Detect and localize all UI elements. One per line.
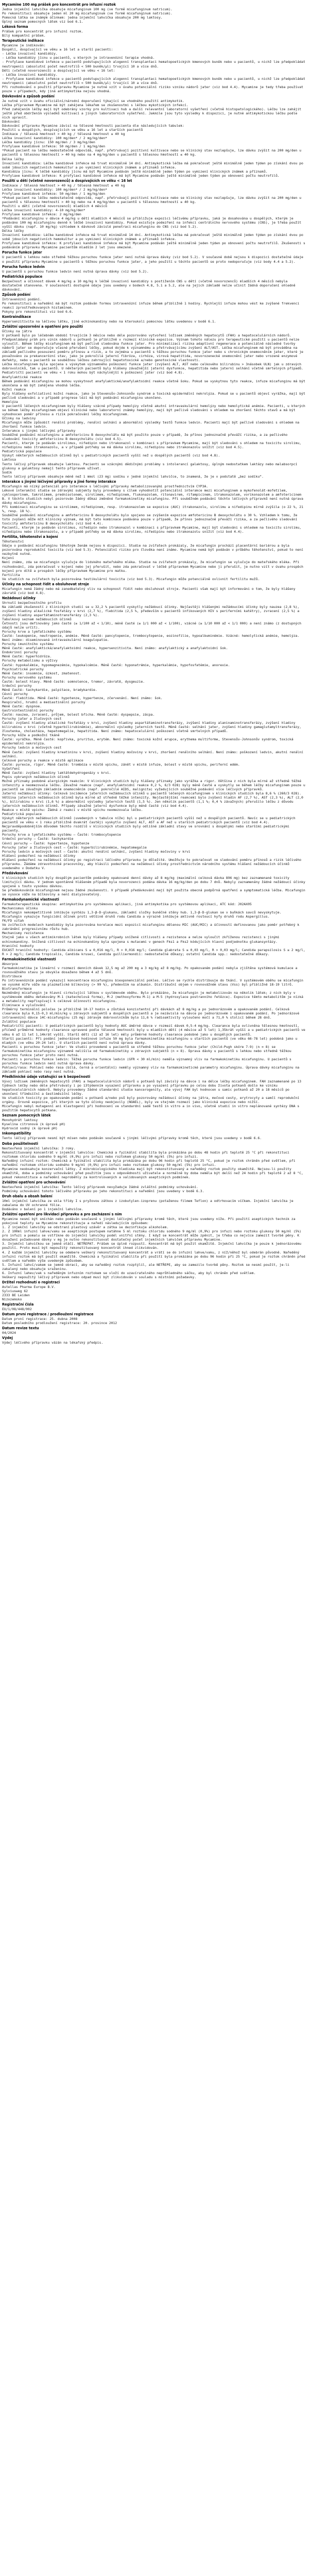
section-paragraph: 2333 BE Leiden [2, 1293, 30, 1297]
section-paragraph: Údaje o podávání micafunginu těhotným ženám nejsou k dispozici. Studie na zvířatech prokázaly, že micafungin prochází placentární bariérou a byla pozorována reprodukční toxicita (viz bod 5.3). Potenciální riziko pro člověka není známo. Mycamine nemá být podáván v průběhu těhotenství, pokud to není nezbytně nutné. [2, 544, 305, 556]
section-paragraph: Těhotenství [2, 539, 24, 544]
section-paragraph: 10ml injekční lahvička ze skla třídy I s pryžovou zátkou z izobutylen-izoprenu (potaženou filmem Teflon) a odtrhovacím víčkem. Injekční lahvička je zabalena do UV ochranné fólie. [2, 1199, 296, 1208]
section-paragraph: Použití u dospělých, dospívajících ve věku ≥ 16 let a starších pacientů [2, 128, 143, 132]
section-paragraph: Pediatrická populace [2, 812, 42, 817]
section-paragraph: U pacientů s lehkou nebo středně těžkou poruchou funkce jater není nutná úprava dávky (viz bod 5.2). V současné době nejsou k dispozici dostatečné údaje o použití přípravku Mycamine u pacientů s těžkou poruchou funkce jater, a jeho použití u těchto pacientů se proto nedoporučuje (viz body 4.4 a 5.2). [2, 255, 305, 264]
document-section [2, 25, 307, 38]
section-paragraph: Psychiatrické poruchy [2, 667, 44, 671]
section-paragraph: Při kombinaci micafunginu se sirolimem, nifedipinem, resp. itrakonazolem se expozice (AUC) itrakonazolu, sirolimu a nifedipinu mírně zvýšila (o 22 %, 21 %, resp. 18 %). [2, 504, 305, 513]
section-paragraph: Podmínky uchovávání tohoto léčivého přípravku po jeho rekonstituci a naředění jsou uvedeny v bodě 6.3. [2, 1189, 204, 1193]
section-heading: Kontraindikace [2, 314, 31, 319]
section-paragraph: Profylaxe kandidové infekce: K profylaxi kandidové infekce má být Mycamine podáván ještě minimálně jeden týden po obnovení počtu neutrofilů. Zkušenosti s podáváním přípravku Mycamine pacientům mladším 2 let jsou omezené. [2, 241, 307, 250]
section-heading: Inkompatibility [2, 1131, 31, 1136]
section-paragraph: Neotevřená injekční lahvička: 3 roky. [2, 1146, 76, 1150]
section-paragraph: Časté: hypokalémie, hypomagnezémie, hypokalcémie. Méně časté: hyponatrémie, hyperkalémie, hypofosfatémie, anorexie. [2, 663, 230, 667]
section-paragraph: Absorpce [2, 961, 18, 966]
section-paragraph: Mycamine je indikován: [2, 43, 46, 48]
section-paragraph: Po rekonstituci a naředění má být roztok podáván formou intravenózní infuze během přibližně 1 hodiny. Rychlejší infuze mohou vést ke zvýšené frekvenci reakcí zprostředkovaných histaminem. [2, 301, 301, 310]
section-paragraph: Jaterní nežádoucí účinky: Celková incidence jaterních nežádoucích účinků u pacientů léčených micafunginem v klinických studiích byla 8,6 % (260/3 028). Většina jaterních nežádoucích účinků byla mírné až středně těžké intenzity. Nejčastějšími reakcemi bylo zvýšení hladin AF (2,7 %), AST (2,3 %), ALT (2,0 %), bilirubinu v krvi (1,6 %) a abnormální výsledky jaterních testů (1,5 %). Jen několik pacientů (1,1 %; 0,4 % závažných) přerušilo léčbu z důvodu jaterních nežádoucích účinků. Případy závažné jaterní dysfunkce byly méně časté (viz bod 4.4). [2, 791, 305, 808]
document-section [2, 315, 307, 324]
section-paragraph: Profylaxe kandidové infekce: 50 mg/den / 1 mg/kg/den [2, 144, 106, 149]
section-paragraph: Dodáváno v balení po 1 injekční lahvičce. [2, 1207, 83, 1212]
document-section [2, 293, 307, 314]
section-paragraph: Hemolýza [2, 399, 18, 404]
section-paragraph: - Profylaxe kandidové infekce u pacientů podstupujících alogenní transplantaci hematopoetických kmenových buněk nebo u pacientů, u nichž lze předpokládat neutropenii (absolutní počet neutrofilů < 500 buněk/µl) trvající 10 a více dnů. [2, 76, 307, 85]
section-paragraph: Gastrointestinální poruchy [2, 708, 54, 713]
document-section [2, 871, 307, 896]
section-paragraph: Tento léčivý přípravek nesmí být mísen nebo podáván současně s jinými léčivými přípravky kromě těch, které jsou uvedeny v bodě 6.6. [2, 1136, 262, 1141]
section-heading: Dávkování a způsob podání [2, 94, 55, 98]
section-paragraph: Pediatričtí pacienti: U pediatrických pacientů byly hodnoty AUC úměrné dávce v rozmezí dávek 0,5-4 mg/kg. Clearance byla ovlivněna tělesnou hmotností, přičemž průměrné hodnoty clearance upravené podle tělesné hmotnosti byly u mladších dětí (4 měsíce až 5 let) 1,35krát vyšší a u pediatrických pacientů ve věku 6 až 11 let 1,14krát vyšší. Starší děti (12 až 16 let) měly průměrné hodnoty clearance podobné jako u dospělých pacientů. [2, 1024, 307, 1037]
section-paragraph: FK/FD vztah [2, 919, 24, 923]
document-section [2, 1302, 307, 1311]
section-paragraph: Farmakokinetika je lineární v rozmezí denních dávek 12,5 mg až 200 mg a 3 mg/kg až 8 mg/kg. Po opakovaném podání nebyla zjištěna systémová kumulace a rovnovážného stavu je obvykle dosaženo během 4 až 5 dnů. [2, 965, 300, 974]
document-section [2, 596, 307, 870]
document-section [2, 275, 307, 292]
section-paragraph: Pomocná látka se známým účinkem: jedna injekční lahvička obsahuje 200 mg laktosy. [2, 15, 163, 20]
section-paragraph: Laktosa [2, 457, 16, 462]
section-paragraph: Ve studiích na zvířatech byla pozorována testikulární toxicita (viz bod 5.3). Micafungin může potenciálně ovlivnit fertilitu mužů. [2, 577, 260, 581]
section-paragraph: Micafungin nemá žádný nebo má zanedbatelný vliv na schopnost řídit nebo obsluhovat stroje. Pacienti však mají být informováni o tom, že byly hlášeny závratě (viz bod 4.8). [2, 586, 298, 595]
section-paragraph: Pacienti s poruchou funkce jater: Ve studii provedené u pacientů se středně těžkou poruchou funkce jater (Child-Pugh skóre 7-9) (n = 8) se farmakokinetika micafunginu významně nelišila od farmakokinetiky u zdravých subjektů (n = 8). Úprava dávky u pacientů s lehkou nebo středně těžkou poruchou funkce jater proto není nutná. [2, 1044, 294, 1057]
section-paragraph: Invazivní kandidóza: Léčba kandidové infekce má trvat minimálně 14 dní. Antimykotická léčba má pokračovat ještě minimálně jeden týden po získání dvou po sobě jdoucích negativních hemokultur a po vymizení klinických známek a příznaků infekce. [2, 161, 305, 170]
section-paragraph: Mechanismus účinku [2, 906, 38, 911]
section-heading: Léková forma [2, 25, 28, 29]
section-paragraph: Datum první registrace: 25. dubna 2008 [2, 1317, 78, 1321]
section-paragraph: U potkanů bylo po léčebném období trvajícím 3 měsíce nebo déle pozorováno vytvoření ložisek změněných hepatocytů (FAH) a hepatocelulárních nádorů. Předpokládaný práh pro vznik nádorů u potkanů je přibližně v rozmezí klinické expozice. Význam tohoto nálezu pro terapeutické použití u pacientů nelze vyloučit. Během léčby micafunginem má být pečlivě sledována funkce jater. Pro minimalizaci rizika adaptivní regenerace a potenciálně následné tvorby nádorů jater se doporučuje včasné přerušení léčby, pokud dojde k významnému a přetrvávajícímu zvýšení ALT/AST. Léčba micafunginem má být prováděna na základě pečlivého posouzení poměru přínosu a rizik, a to zejména u pacientů s těžkou poruchou funkce jater nebo s chronickým onemocněním jater, které je považováno za prekancerózní stav, jako je pokročilá jaterní fibróza, cirhóza, virová hepatitida, novorozenecké onemocnění jater nebo vrozené enzymové defekty, nebo u pacientů se souběžnou léčbou zahrnující hepatotoxické a/nebo genotoxické vlastnosti. [2, 333, 305, 363]
section-paragraph: Interakce s jinými léčivými přípravky [2, 429, 76, 433]
section-paragraph: Hypersenzitivita na léčivou látku, jiné echinokandiny nebo na kteroukoli pomocnou látku uvedenou v bodě 6.1. [2, 319, 216, 324]
section-paragraph: Méně časté: tachykardie, palpitace, bradykardie. [2, 687, 97, 692]
section-paragraph: *Pokud pacient na léčbu nedostatečně odpovídá, např. přetrvávají pozitivní kultivace nebo se klinický stav nezlepšuje, lze dávku zvýšit na 200 mg/den u pacientů s tělesnou hmotností > 40 kg nebo na 4 mg/kg/den u pacientů s tělesnou hmotností ≤ 40 kg. [2, 148, 303, 157]
section-paragraph: Datum posledního prodloužení registrace: 20. prosince 2012 [2, 1321, 117, 1326]
section-paragraph: Lékové interakční studie se zdravými subjekty byly provedeny s cílem vyhodnotit potenciální interakce mezi micafunginem a mykofenolát-mofetilem, cyklosporinem, takrolimem, prednisolonem, sirolimem, nifedipinem, flukonazolem, ritonavirem, rifampicinem, itrakonazolem, vorikonazolem a amfotericinem B. V těchto studiích nebyl pozorován žádný důkaz změněné farmakokinetiky micafunginu. Při souběžném podávání těchto léčivých přípravků není nutná úprava dávky micafunginu. [2, 488, 305, 505]
section-paragraph: Endokrinní poruchy [2, 650, 38, 655]
section-paragraph: Léčba přípravkem Mycamine má být zahájena lékařem se zkušenostmi s léčbou mykotických infekcí. [2, 103, 188, 107]
section-paragraph: Léčba kandidózy jícnu: 150 mg/den / 3 mg/kg/den [2, 140, 95, 145]
section-heading: Druh obalu a obsah balení [2, 1194, 53, 1198]
section-paragraph: 3. Injekční lahvičkou se jemně otáčí. NETŘEPAT. Prášek se úplně rozpustí. Koncentrát má být použit okamžitě. Injekční lahvička je pouze k jednorázovému použití. Proto musí být nepoužitý rekonstituovaný koncentrát ihned zlikvidován. [2, 1242, 303, 1250]
section-paragraph: Použití u dětí (včetně novorozenců) mladších 4 měsíců [2, 204, 107, 208]
section-heading: Zvláštní upozornění a opatření pro použití [2, 325, 83, 329]
section-paragraph: - Léčba kandidózy jícnu u pacientů, u kterých je intravenózní terapie vhodná. [2, 56, 155, 60]
section-paragraph: Shrnutí bezpečnostního profilu [2, 600, 62, 605]
section-paragraph: Časté: nauzea, zvracení, průjem, bolest břicha. Méně časté: dyspepsie, zácpa. [2, 713, 155, 717]
section-heading: Fertilita, těhotenství a kojení [2, 535, 58, 539]
section-paragraph: Hraniční hodnoty [2, 943, 34, 948]
document-section [2, 1075, 307, 1112]
section-paragraph: Mycamine neobsahuje konzervační látky. Z mikrobiologického hlediska mají být rekonstituovaný a naředěný roztok použity okamžitě. Nejsou-li použity okamžitě, doba a podmínky uchovávání před použitím jsou v odpovědnosti uživatele a normálně by doba neměla být delší než 24 hodin při teplotě 2 až 8 °C, pokud rekonstituce a naředění neproběhly za kontrolovaných a validovaných aseptických podmínek. [2, 1166, 305, 1179]
section-paragraph: Prášek pro koncentrát pro infuzní roztok. [2, 29, 83, 34]
section-paragraph: Poruchy ledvin a močových cest [2, 745, 62, 750]
document-section [2, 1212, 307, 1279]
section-paragraph: Poruchy jater a žlučových cest [2, 717, 62, 721]
section-paragraph: Ve zvířecích modelech kandidózy byla pozorována korelace mezi expozicí micafunginu dělenou MIC (AUC/MIC) a účinností definovanou jako poměr potřebný k zabránění progresivnímu růstu hub. [2, 923, 301, 931]
section-paragraph: Astellas Pharma Europe B.V. [2, 1284, 56, 1289]
section-heading: Předklinické údaje vztahující se k bezpečnosti [2, 1074, 91, 1079]
section-paragraph: Léčba invazivní kandidózy: 100 mg/den* / 2 mg/kg/den* [2, 187, 107, 192]
section-paragraph: Délka léčby [2, 229, 24, 233]
section-paragraph: Po intravenózním podání vykazují koncentrace micafunginu biexponenciální pokles. Léčivo se rychle distribuuje do tkání. V systémovém oběhu se micafungin ve vysoké míře váže na plazmatické bílkoviny (> 99 %), především na albumin. Distribuční objem v rovnovážném stavu (Vss) byl přibližně 18-19 litrů. [2, 978, 305, 987]
document-section [2, 325, 307, 479]
section-heading: Zvláštní opatření pro likvidaci přípravku a pro zacházení s ním [2, 1212, 122, 1217]
section-paragraph: Vyšetření [2, 766, 20, 771]
section-paragraph: Pacienti, kterým je podáván sirolimus, nifedipin nebo itrakonazol v kombinaci s přípravkem Mycamine, mají být sledováni s ohledem na toxicitu sirolimu, nifedipinu nebo itrakonazolu, a v případě potřeby se má dávka sirolimu, nifedipinu nebo itrakonazolu snížit (viz bod 4.4). [2, 526, 303, 534]
section-paragraph: Časté: pyrexie, rigor. Méně časté: trombóza v místě vpichu, zánět v místě infuze, bolest v místě vpichu, periferní edém. [2, 762, 240, 767]
section-paragraph: *Pokud pacient na léčbu nedostatečně odpovídá, např. přetrvávají pozitivní kultivace nebo se klinický stav nezlepšuje, lze dávku zvýšit na 200 mg/den u pacientů s tělesnou hmotností > 40 kg nebo na 4 mg/kg/den u pacientů s tělesnou hmotností ≤ 40 kg. [2, 195, 303, 204]
section-paragraph: Cévní poruchy — Časté: hypertenze, hypotenze [2, 841, 90, 845]
section-paragraph: Anafylaktické reakce [2, 375, 42, 379]
section-paragraph: Cévní poruchy [2, 691, 28, 696]
section-heading: Farmakokinetické vlastnosti [2, 957, 56, 961]
section-paragraph: Účinky na játra [2, 329, 32, 333]
section-paragraph: Pacienti, kterým je podáván sirolimus, nifedipin nebo itrakonazol v kombinaci s přípravkem Mycamine, mají být sledováni s ohledem na toxicitu sirolimu, nifedipinu nebo itrakonazolu, a v případě potřeby se má dávka sirolimu, nifedipinu nebo itrakonazolu snížit (viz bod 4.5). [2, 441, 303, 450]
section-paragraph: Srdeční poruchy — Časté: tachykardie [2, 837, 74, 841]
section-heading: Předávkování [2, 871, 28, 875]
section-paragraph: Pokyny pro rekonstituci viz bod 6.6. [2, 309, 74, 314]
section-paragraph: Méně časté: zvýšení hladiny laktátdehydrogenázy v krvi. [2, 770, 111, 775]
section-paragraph: Léčba invazivní kandidózy: 4-10 mg/kg/den* [2, 208, 85, 213]
section-heading: Účinky na schopnost řídit a obsluhovat stroje [2, 582, 89, 586]
section-paragraph: Při rozhodování o použití přípravku Mycamine je nutné vzít v úvahu potenciální riziko vzniku nádorů jater (viz bod 4.4). Mycamine je tedy třeba používat pouze v případech, kdy jiná antimykotika nejsou vhodná. [2, 84, 305, 93]
section-paragraph: EUCAST hraniční hodnoty: Candida albicans S ≤ 0,016 mg/l, R > 0,016 mg/l; Candida glabrata S ≤ 0,03 mg/l, R > 0,03 mg/l; Candida parapsilosis S ≤ 2 mg/l, R > 2 mg/l; Candida tropicalis, Candida krusei, Candida guilliermondii: nedostatečné důkazy; ostatní Candida spp.: nedostatečné důkazy. [2, 947, 307, 956]
section-heading: Datum revize textu [2, 1326, 39, 1331]
section-heading: Zvláštní opatření pro uchovávání [2, 1180, 66, 1184]
section-paragraph: Byly hlášeny exfoliativní kožní reakce, jako je Stevensův-Johnsonův syndrom a toxická epidermální nekrolýza. Pokud se u pacientů objeví vyrážka, mají být pečlivě sledováni a v případě progrese lézí má být podávání micafunginu ukončeno. [2, 391, 307, 400]
section-paragraph: Poruchy kůže a podkožní tkáně [2, 733, 60, 738]
section-heading: Porucha funkce jater [2, 250, 42, 255]
section-paragraph: Poruchy ledvin a močových cest — Časté: akutní renální selhání, zvýšení hladiny močoviny v krvi [2, 849, 191, 854]
section-paragraph: Dávkování přípravku Mycamine závisí na tělesné hmotnosti pacienta dle následujících tabulek: [2, 124, 184, 128]
section-heading: Interakce s jinými léčivými přípravky a jiné formy interakce [2, 479, 116, 484]
section-paragraph: Poruchy metabolismu a výživy [2, 658, 58, 663]
section-paragraph: Méně časté: hyperhidróza. [2, 654, 52, 659]
document-section [2, 250, 307, 263]
section-paragraph: Vývoj ložisek změněných hepatocytů (FAH) a hepatocelulárních nádorů u potkanů byl závislý na dávce i na délce léčby micafunginem. FAH zaznamenané po 13 týdnech léčby nebo déle přetrvávaly i po 13týdenním vysazení přípravku a po vysazení přípravku po celou dobu života potkanů došlo ke vzniku hepatocelulárních nádorů. Nebyly provedeny žádné standardní studie kancerogenity, ale vývoj FAH byl hodnocen u samic potkanů až 20 a 18 měsíců po ukončení tříměsíční a šestiměsíční léčby. [2, 1079, 303, 1096]
section-paragraph: Hlášení podezření na nežádoucí účinky po registraci léčivého přípravku je důležité. Umožňuje to pokračovat ve sledování poměru přínosů a rizik léčivého přípravku. Žádáme zdravotnické pracovníky, aby hlásili podezření na nežádoucí účinky prostřednictvím národního systému hlášení nežádoucích účinků uvedeného v Dodatku V. [2, 857, 303, 870]
section-paragraph: Micafungin může způsobit renální problémy, renální selhání a abnormální výsledky testů funkce ledvin. Pacienti mají být pečlivě sledováni s ohledem na zhoršení funkce ledvin. [2, 420, 301, 429]
section-heading: Seznam pomocných látek [2, 1113, 51, 1118]
section-paragraph: U pacientů s poruchou funkce ledvin není nutná úprava dávky (viz bod 5.2). [2, 269, 149, 274]
section-paragraph: Souběžné podávání micafunginu a amfotericinu B deoxycholátu bylo spojeno se zvýšením expozice amfotericinu B deoxycholátu o 30 %. Vzhledem k tomu, že toto zvýšení může mít klinický význam, má být tato kombinace podávána pouze v případě, že přínos jednoznačně převáží rizika, a za pečlivého sledování toxicity amfotericinu B deoxycholátu (viz bod 4.4). [2, 513, 300, 526]
section-paragraph: Micafungin má nízký potenciál pro interakce s léčivými přípravky metabolizovanými prostřednictvím CYP3A. [2, 484, 209, 488]
section-paragraph: Stejně jako u všech antimikrobních látek byly hlášeny případy snížené citlivosti a rezistence a nelze vyloučit zkříženou rezistenci s jinými echinokandiny. Snížená citlivost na echinokandiny byla spojena s mutacemi v genech Fks1 a Fks2 kódujících hlavní podjednotku glukansyntázy. [2, 935, 282, 944]
section-paragraph: Časté: leukopenie, neutropenie, anémie. Méně časté: pancytopenie, trombocytopenie, eozinofilie, hypoalbuminémie. Vzácné: hemolytická anémie, hemolýza. Není známo: diseminovaná intravaskulární koagulopatie. [2, 634, 301, 642]
section-paragraph: Ve studiích toxicity po opakovaném podání u potkanů a/nebo psů byly pozorovány nežádoucí účinky na játra, močové cesty, erytrocyty a samčí reprodukční orgány. Úrovně expozice, při kterých se tyto účinky neobjevily (NOAEL), byly ve stejném rozmezí jako klinická expozice nebo nižší. [2, 1096, 301, 1105]
document-section [2, 897, 307, 956]
section-paragraph: Rekonstituovaný koncentrát v injekční lahvičce: Chemická a fyzikální stabilita byla prokázána po dobu 48 hodin při teplotě 25 °C při rekonstituci roztokem chloridu sodného 9 mg/ml (0,9%) pro infuzi nebo roztokem glukosy 50 mg/ml (5%) pro infuzi. [2, 1150, 291, 1159]
section-paragraph: Biotransformace [2, 986, 32, 991]
section-paragraph: 04/2024 [2, 1331, 16, 1335]
section-paragraph: Invazivní kandidóza: Léčba kandidové infekce má trvat minimálně 14 dní. Antimykotická léčba má pokračovat ještě minimálně jeden týden po získání dvou po sobě jdoucích negativních hemokultur a po vymizení klinických známek a příznaků infekce. [2, 233, 305, 242]
section-paragraph: Se předávkováním micafunginem nejsou žádné zkušenosti. V případě předávkování mají být použita obecná podpůrná opatření a symptomatická léčba. Micafungin se vysoce váže na bílkoviny a není dialyzovatelný. [2, 888, 307, 897]
document-section [2, 1194, 307, 1211]
section-paragraph: Možné příznaky podobné alergickým reakcím: V klinických studiích byly hlášeny příznaky jako vyrážka a rigor. Většina z nich byla mírné až středně těžké intenzity a neomezovala léčbu. Závažné reakce (např. anafylaktoidní reakce 0,2 %, 6/3 028) byly méně časté a vyskytly se během léčby micafunginem pouze u pacientů se závažným základním onemocněním (např. pokročilé AIDS, malignita) vyžadujících souběžné podávání více léčivých přípravků. [2, 778, 307, 791]
section-paragraph: Intravenózní podání. [2, 297, 42, 301]
section-paragraph: Micafungin nebyl mutagenní ani klastogenní při hodnocení ve standardní sadě testů in vitro a in vivo, včetně studií in vitro neplánované syntézy DNA s použitím hepatocytů potkana. [2, 1104, 301, 1113]
document-section [2, 1336, 307, 1345]
document-section [2, 179, 307, 250]
section-paragraph: Časté: vyrážka. Méně časté: kopřivka, pruritus, erytém. Není známo: toxická kožní erupce, erythema multiforme, Stevensův-Johnsonův syndrom, toxická epidermální nekrolýza. [2, 737, 296, 746]
section-paragraph: Léčba micafunginem byla spojena s výskytem významného poškození funkce jater (zvýšení ALT, AST nebo celkového bilirubinu > 3násobek ULN) jak u zdravých dobrovolníků, tak u pacientů. U některých pacientů byly hlášeny závažnější jaterní dysfunkce, hepatitida nebo jaterní selhání včetně smrtelných případů. Pediatričtí pacienti ve věku < 1 roku mohou být náchylnější k poškození jater (viz bod 4.8). [2, 362, 305, 375]
section-paragraph: Děti (včetně novorozenců) a dospívající ve věku < 16 let: [2, 68, 115, 73]
section-paragraph: Souběžné podávání micafunginu a amfotericinu B deoxycholátu má být použito pouze v případě, že přínos jednoznačně převáží rizika, a za pečlivého sledování toxicity amfotericinu B deoxycholátu (viz bod 4.5). [2, 433, 289, 442]
document-section [2, 1312, 307, 1325]
section-paragraph: Distribuce [2, 974, 22, 978]
document-section [2, 1142, 307, 1179]
section-heading: Způsob podání [2, 292, 31, 297]
section-paragraph: Méně časté: dyspnoe. [2, 704, 42, 708]
section-paragraph: Indikace / tělesná hmotnost > 40 kg / tělesná hmotnost ≤ 40 kg [2, 132, 125, 137]
section-paragraph: Hlášení podezření na nežádoucí účinky [2, 853, 76, 858]
section-paragraph: Jedna injekční lahvička obsahuje micafunginum 100 mg (ve formě micafunginum natricum). [2, 7, 173, 11]
section-paragraph: U pacientů léčených micafunginem byly hlášeny vzácné případy hemolýzy včetně akutní intravaskulární hemolýzy nebo hemolytické anémie. Pacienti, u kterých se během léčby micafunginem objeví klinické nebo laboratorní známky hemolýzy, mají být pečlivě sledováni s ohledem na zhoršení těchto stavů a má být vyhodnocen poměr přínosu a rizik pokračování léčby micafunginem. [2, 403, 307, 416]
document-section [2, 3, 307, 24]
section-paragraph: Léčba invazivní kandidózy: 100 mg/den* / 2 mg/kg/den* [2, 136, 107, 141]
section-paragraph: Mycamine nesmí být smíchán nebo podáván současně s jinými léčivými přípravky kromě těch, které jsou uvedeny níže. Při použití aseptických technik za pokojové teploty se Mycamine rekonstituuje a naředí následujícím způsobem: [2, 1217, 298, 1226]
section-paragraph: 4. Z každé injekční lahvičky se odebere veškerý rekonstituovaný koncentrát a vrátí se do infuzní lahve/vaku, z níž/něhož byl odebrán původně. Naředěný infuzní roztok má být použit okamžitě. Chemická a fyzikální stabilita při použití byla prokázána po dobu 96 hodin při 25 °C, pokud je roztok chráněn před světlem a naředěn výše uvedeným způsobem. [2, 1250, 307, 1263]
section-paragraph: Poruchy jater a žlučových cest — Časté: hyperbilirubinémie, hepatomegalie [2, 845, 147, 850]
section-heading: Registrační čísla [2, 1302, 34, 1307]
section-paragraph: - Léčba invazivní kandidózy. [2, 52, 58, 56]
document-section [2, 480, 307, 534]
section-paragraph: Nezměněný micafungin je hlavní cirkulující látkou v systémovém oběhu. Bylo prokázáno, že micafungin je metabolizován na několik látek; z nich byly v systémovém oběhu detekovány M-1 (katecholová forma), M-2 (methoxyformu M-1) a M-5 (hydroxylace postranního řetězce). Expozice těmto metabolitům je nízká a metabolity nepřispívají k celkové účinnosti micafunginu. [2, 991, 305, 1004]
section-paragraph: - Léčba invazivní kandidózy. [2, 72, 58, 77]
section-paragraph: Délka léčby [2, 157, 24, 161]
section-paragraph: Dospělí, dospívající ve věku ≥ 16 let a starší pacienti: [2, 47, 113, 52]
document-section [2, 535, 307, 581]
section-paragraph: Srdeční poruchy [2, 683, 32, 688]
section-paragraph: Fertilita [2, 572, 20, 577]
document-section [2, 1180, 307, 1193]
section-paragraph: Sylviusweg 62 [2, 1289, 28, 1293]
section-paragraph: Poruchy krve a lymfatického systému [2, 630, 72, 634]
section-paragraph: Sodík [2, 470, 12, 474]
section-heading: Pediatrická populace [2, 274, 43, 279]
section-paragraph: 5. Infuzní lahví/vakem se jemně obrací, aby se naředěný roztok rozptýlil, ale NETŘEPE, aby se zamezilo tvorbě pěny. Roztok se nesmí použít, je-li zakalený nebo obsahuje sraženinu. [2, 1262, 291, 1271]
section-paragraph: 1. Z injekční lahvičky se odstraní plastový uzávěr a zátka se dezinfikuje alkoholem. [2, 1225, 169, 1230]
section-paragraph: Časté: bolest hlavy. Méně časté: somnolence, tremor, závratě, dysgeuzie. [2, 679, 145, 684]
section-paragraph: Starší pacienti: Při podání jednorázové hodinové infuze 50 mg byla farmakokinetika micafunginu u starších pacientů (ve věku 66-78 let) podobná jako u mladých (ve věku 20-24 let). U starších pacientů není nutná úprava dávky. [2, 1036, 300, 1045]
section-paragraph: 2. Z 100ml infuzní lahve/vaku se aseptickým postupem natáhne 5 ml roztoku chloridu sodného 9 mg/ml (0,9%) pro infuzi nebo roztoku glukosy 50 mg/ml (5%) pro infuzi a pomalu se vstříkne do injekční lahvičky podél vnitřní stěny. I když se koncentrát může zpěnit, je třeba co nejvíce zamezit tvorbě pěny. K dosažení požadované dávky v mg je nutno rekonstituovat dostatečný počet injekčních lahviček přípravku Mycamine. [2, 1229, 303, 1242]
section-heading: Datum první registrace / prodloužení registrace [2, 1312, 94, 1317]
section-paragraph: Profylaxe kandidové infekce: K profylaxi kandidové infekce má být Mycamine podáván ještě minimálně jeden týden po obnovení počtu neutrofilů. [2, 173, 280, 178]
section-paragraph: Zvláštní populace [2, 1020, 36, 1024]
section-paragraph: Popis vybraných nežádoucích účinků [2, 774, 70, 779]
section-paragraph: 6. Infuzní lahev/vak s naředěným infuzním roztokem se vloží do uzavíratelného neprůhledného sáčku, aby byl chráněn před světlem. [2, 1270, 256, 1275]
section-paragraph: Tento léčivý přípravek obsahuje laktosu. Pacienti se vzácnými dědičnými problémy s intolerancí galaktosy, úplným nedostatkem laktázy nebo malabsorpcí glukosy a galaktosy nemají tento přípravek užívat. [2, 462, 300, 470]
document-section [2, 1131, 307, 1140]
document-section [2, 957, 307, 1074]
section-paragraph: Dávkování [2, 120, 20, 124]
section-paragraph: Průměrný terminální poločas je přibližně 10-17 hodin a zůstává konzistentní při dávkách až 8 mg/kg a po jednorázovém a opakovaném podání. Celková clearance byla 0,15-0,3 ml/min/kg u zdravých subjektů a dospělých pacientů a je nezávislá na dávce po jednorázovém i opakovaném podání. Po jednorázové intravenózní dávce 14C-micafunginu (25 mg) zdravým dobrovolníkům bylo 11,6 % radioaktivity vyloučeno močí a 71,0 % stolicí během 28 dnů. [2, 1007, 301, 1020]
section-paragraph: Profylaxe kandidové infekce: 50 mg/den / 1 mg/kg/den [2, 191, 106, 196]
section-paragraph: Poruchy imunitního systému [2, 642, 54, 647]
section-paragraph: Veškerý nepoužitý léčivý přípravek nebo odpad musí být zlikvidován v souladu s místními požadavky. [2, 1275, 197, 1279]
section-heading: Použití u dětí (včetně novorozenců) a dospívajících ve věku < 16 let [2, 178, 132, 183]
section-paragraph: Celkové poruchy a reakce v místě aplikace [2, 758, 83, 762]
section-paragraph: Kojení [2, 556, 14, 561]
section-paragraph: Hydroxid sodný (k úpravě pH) [2, 1126, 58, 1131]
section-paragraph: Neotevřená injekční lahvička: Tento léčivý přípravek nevyžaduje žádné zvláštní podmínky uchovávání. [2, 1184, 198, 1189]
section-heading: Držitel rozhodnutí o registraci [2, 1280, 60, 1284]
section-paragraph: Výskyt některých nežádoucích účinků (uvedených v tabulce níže) byl u pediatrických pacientů vyšší než u dospělých pacientů. Navíc se u pediatrických pacientů ve věku < 1 roku přibližně dvakrát častěji vyskytlo zvýšení ALT, AST a AF než u starších pediatrických pacientů (viz bod 4.4). Nejpravděpodobnějším důvodem těchto rozdílů v klinických studiích byly odlišné základní stavy ve srovnání s dospělými nebo staršími pediatrickými pacienty. [2, 816, 298, 833]
section-paragraph: Před zahájením léčby mají být odebrány vzorky pro kultivaci hub a další relevantní laboratorní vyšetření (včetně histopatologického). Léčbu lze zahájit ještě před obdržením výsledků kultivací a jiných laboratorních vyšetření. Jakmile jsou tyto výsledky k dispozici, je nutné antimykotickou léčbu podle nich upravit. [2, 107, 303, 120]
document-section [2, 265, 307, 274]
section-paragraph: Eliminace a vylučování [2, 1003, 46, 1008]
section-heading: Terapeutické indikace [2, 39, 44, 43]
section-paragraph: Četnosti jsou definovány jako časté (≥ 1/100 až < 1/10), méně časté (≥ 1/1 000 až < 1/100), vzácné (≥ 1/10 000 až < 1/1 000) a není známo (z dostupných údajů nelze určit). [2, 621, 303, 630]
section-paragraph: Není známo, zda se micafungin vylučuje do lidského mateřského mléka. Studie na zvířatech prokázaly, že micafungin se vylučuje do mateřského mléka. Při rozhodování, zda pokračovat v kojení nebo jej přerušit, nebo zda pokračovat v léčbě přípravkem Mycamine nebo ji přerušit, je nutno vzít v úvahu prospěch kojení pro dítě a prospěch léčby přípravkem Mycamine pro matku. [2, 560, 305, 573]
section-heading: Výdej [2, 1336, 13, 1341]
section-paragraph: V klinických studiích byly dospělým pacientům podávány opakované denní dávky až 8 mg/kg (maximální celková dávka 896 mg) bez zaznamenané toxicity limitující dávku. V jednom spontánně hlášeném případě byla novorozenci podána dávka 16 mg/kg/den po dobu 7 dnů. Nebyly zaznamenány žádné nežádoucí účinky spojené s touto vysokou dávkou. [2, 875, 307, 888]
document-section [2, 39, 307, 93]
section-paragraph: Poruchy krve a lymfatického systému — Časté: trombocytopenie [2, 833, 121, 837]
section-paragraph: EU/1/08/448/002 [2, 1307, 32, 1312]
section-heading: Doba použitelnosti [2, 1141, 38, 1146]
section-paragraph: Bezpečnost a účinnost dávek 4 mg/kg a 10 mg/kg k léčbě invazivní kandidózy s postižením CNS u dětí (včetně novorozenců) mladších 4 měsíců nebyla dostatečně stanovena. V současnosti dostupné údaje jsou uvedeny v bodech 4.8, 5.1 a 5.2, ale na jejich základě nelze učinit žádná doporučení ohledně dávkování. [2, 279, 298, 292]
section-paragraph: Výdej léčivého přípravku vázán na lékařský předpis. [2, 1341, 104, 1345]
section-paragraph: Méně časté: zvýšení hladiny kreatininu v krvi, zvýšení hladiny močoviny v krvi, zhoršení renálního selhání. Není známo: poškození ledvin, akutní renální selhání. [2, 750, 305, 758]
section-paragraph: Časté: flebitida. Méně časté: hypotenze, hypertenze, zčervenání. Není známo: šok. [2, 696, 163, 700]
section-heading: Farmakodynamické vlastnosti [2, 897, 59, 902]
document-section [2, 582, 307, 595]
section-paragraph: Nizozemsko [2, 1297, 22, 1301]
section-paragraph: Pediatrická populace [2, 449, 42, 454]
section-paragraph: Úplný seznam pomocných látek viz bod 6.1. [2, 20, 83, 24]
section-paragraph: Bílý kompaktní prášek. [2, 33, 46, 38]
section-paragraph: Pacienti s poruchou funkce ledvin: Těžká porucha funkce ledvin (GFR < 30 ml/min) neměla významný vliv na farmakokinetiku micafunginu. U pacientů s poruchou funkce ledvin není nutná úprava dávky. [2, 1057, 294, 1065]
section-paragraph: Pohlaví/rasa: Pohlaví nebo rasa (bílá, černá a orientální) neměly významný vliv na farmakokinetické parametry micafunginu. Úprava dávky micafunginu na základě pohlaví nebo rasy není nutná. [2, 1065, 301, 1074]
section-paragraph: Micafungin nekompetitivně inhibuje syntézu 1,3-β-D-glukanu, základní složky buněčné stěny hub. 1,3-β-D-glukan se v buňkách savců nevyskytuje. [2, 910, 282, 915]
section-paragraph: Na základě zkušeností z klinických studií se u 32,2 % pacientů vyskytly nežádoucí účinky. Nejčastěji hlášenými nežádoucími účinky byly nauzea (2,8 %), zvýšení hladiny alkalické fosfatázy v krvi (2,7 %), flebitida (2,5 %, především u pacientů infikovaných HIV s periferními katétry), zvracení (2,5 %) a zvýšení hladiny aspartátaminotransferázy (2,3 %). [2, 604, 301, 617]
section-paragraph: Během podávání micafunginu se mohou vyskytnout anafylaktické/anafylaktoidní reakce včetně šoku. Pokud se vyskytnou tyto reakce, infuze micafunginu má být ukončena a má být zahájena vhodná léčba. [2, 379, 307, 387]
section-paragraph: Výskyt některých nežádoucích účinků byl u pediatrických pacientů vyšší než u dospělých pacientů (viz bod 4.8). [2, 453, 220, 458]
document-section [2, 94, 307, 178]
section-paragraph: Účinky na ledviny [2, 416, 36, 420]
section-paragraph: Méně časté: anafylaktická/anafylaktoidní reakce, hypersenzitivita. Není známo: anafylaktický a anafylaktoidní šok. [2, 646, 228, 651]
section-paragraph: Farmakoterapeutická skupina: antimykotika pro systémovou aplikaci, jiná antimykotika pro systémovou aplikaci, ATC kód: J02AX05 [2, 902, 252, 907]
document-section [2, 1326, 307, 1335]
document-section [2, 1113, 307, 1130]
section-paragraph: Reakce v místě vpichu: Žádná z reakcí v místě vpichu neomezovala léčbu. [2, 808, 143, 812]
section-paragraph: Tento léčivý přípravek obsahuje méně než 1 mmol (23 mg) sodíku v jedné injekční lahvičce, to znamená, že je v podstatě „bez sodíku“. [2, 474, 264, 479]
section-heading: Nežádoucí účinky [2, 596, 36, 600]
section-paragraph: Kožní reakce [2, 387, 26, 392]
section-paragraph: - Profylaxe kandidové infekce u pacientů podstupujících alogenní transplantaci hematopoetických kmenových buněk nebo u pacientů, u nichž lze předpokládat neutropenii (absolutní počet neutrofilů < 500 buněk/µl) trvající 10 a více dnů. [2, 60, 307, 69]
document-section [2, 1280, 307, 1301]
section-heading: Mycamine 100 mg prášek pro koncentrát pro infuzní roztok [2, 3, 116, 7]
section-paragraph: Po rekonstituci obsahuje jeden ml 20 mg micafunginum (ve formě micafunginum natricum). [2, 11, 173, 16]
section-paragraph: Mechanismy rezistence [2, 931, 44, 936]
section-paragraph: Je nutné vzít v úvahu oficiální/národní doporučení týkající se vhodného použití antimykotik. [2, 98, 184, 103]
section-paragraph: Micafungin vykazuje fungicidní účinek proti většině druhů rodu Candida a výrazně inhibuje aktivně rostoucí hyfy druhů rodu Aspergillus. [2, 914, 270, 919]
section-paragraph: Kandidóza jícnu: K léčbě kandidózy jícnu má být Mycamine podáván ještě minimálně jeden týden po vymizení klinických známek a příznaků. [2, 169, 268, 174]
section-paragraph: Respirační, hrudní a mediastinální poruchy [2, 700, 85, 704]
section-paragraph: Méně časté: insomnie, úzkost, zmatenost. [2, 671, 81, 675]
section-paragraph: Naředěný infuzní roztok: Chemická a fyzikální stabilita byla prokázána po dobu 96 hodin při teplotě 25 °C, pokud je roztok chráněn před světlem, při naředění roztokem chloridu sodného 9 mg/ml (0,9%) pro infuzi nebo roztokem glukosy 50 mg/ml (5%) pro infuzi. [2, 1158, 298, 1167]
section-paragraph: Monohydrát laktosy [2, 1118, 38, 1123]
section-paragraph: *Podávání micafunginu v dávce 4 mg/kg u dětí mladších 4 měsíců se přibližuje expozici léčivému přípravku, jaká je dosahována u dospělých, kterým je podáváno 100 mg micafunginu denně k léčbě invazivní kandidózy. Pokud existuje podezření na infekci centrálního nervového systému (CNS), je třeba použít vyšší dávku (např. 10 mg/kg) vzhledem k dávkově závislé penetraci micafunginu do CNS (viz bod 5.2). [2, 216, 303, 229]
section-paragraph: Indikace / tělesná hmotnost > 40 kg / tělesná hmotnost ≤ 40 kg [2, 183, 125, 188]
section-heading: Porucha funkce ledvin [2, 264, 45, 269]
section-paragraph: Časté: zvýšení hladiny alkalické fosfatázy v krvi, zvýšení hladiny aspartátaminotransferázy, zvýšení hladiny alaninaminotransferázy, zvýšení hladiny bilirubinu v krvi (včetně hyperbilirubinémie), abnormální výsledky jaterních testů. Méně časté: selhání jater, zvýšení hladiny gamaglutamyltransferázy, žloutenka, cholestáza, hepatomegalie, hepatitida. Není známo: hepatocelulární poškození včetně smrtelných případů. [2, 721, 303, 734]
section-paragraph: Poruchy nervového systému [2, 675, 52, 680]
section-paragraph: Kyselina citronová (k úpravě pH) [2, 1122, 66, 1127]
section-paragraph: Tabulkový seznam nežádoucích účinků [2, 617, 72, 621]
section-paragraph: Profylaxe kandidové infekce: 2 mg/kg/den [2, 212, 81, 217]
